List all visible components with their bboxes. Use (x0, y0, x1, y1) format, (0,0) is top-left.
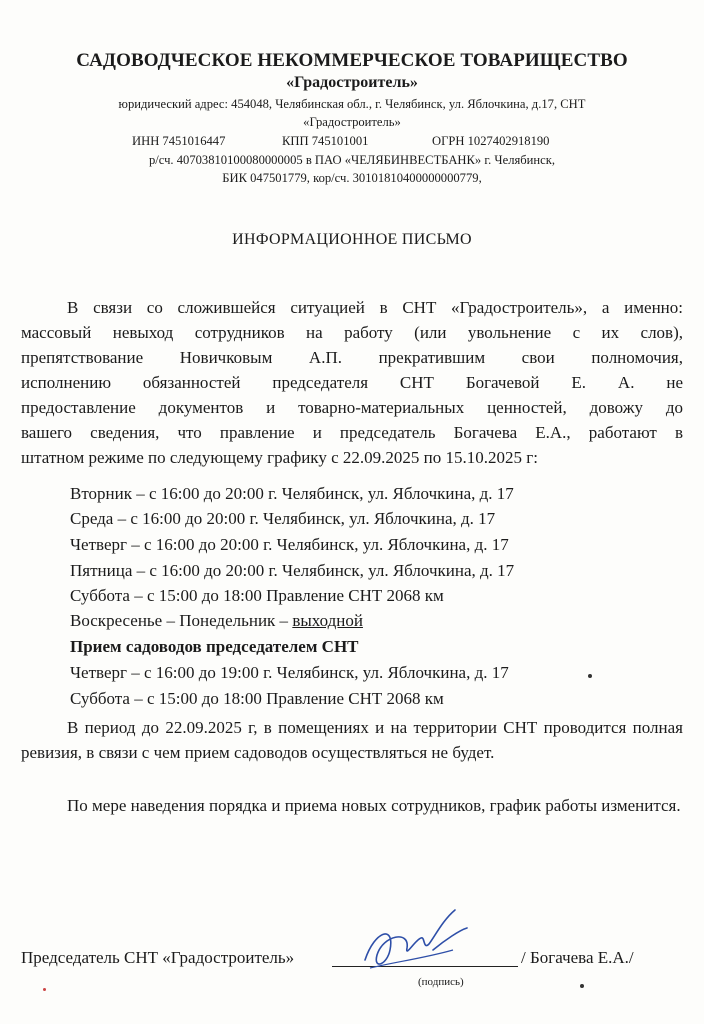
stray-mark (588, 674, 592, 678)
intro-line: исполнению обязанностей председателя СНТ Богачевой Е. А. не (21, 373, 683, 392)
schedule-friday: Пятница – с 16:00 до 20:00 г. Челябинск, ул. Яблочкина, д. 17 (70, 561, 515, 580)
stray-mark (580, 984, 584, 988)
ogrn-value: ОГРН 1027402918190 (432, 134, 550, 148)
bik-correspondent-account: БИК 047501779, кор/сч. 30101810400000000779, (222, 171, 482, 185)
signatory-name: / Богачева Е.А./ (521, 948, 634, 967)
stray-mark (43, 988, 46, 991)
bank-account: р/сч. 40703810100080000005 в ПАО «ЧЕЛЯБИНВЕСТБАНК» г. Челябинск, (148, 153, 556, 167)
document-title: ИНФОРМАЦИОННОЕ ПИСЬМО (232, 231, 472, 248)
intro-line: В связи со сложившейся ситуацией в СНТ «Градостроитель», а именно: (67, 298, 683, 317)
reception-heading: Прием садоводов председателем СНТ (70, 637, 359, 656)
legal-address: юридический адрес: 454048, Челябинская обл., г. Челябинск, ул. Яблочкина, д.17, СНТ (118, 97, 586, 111)
intro-line: предоставление документов и товарно-материальных ценностей, довожу до (21, 398, 683, 417)
schedule-wednesday: Среда – с 16:00 до 20:00 г. Челябинск, ул. Яблочкина, д. 17 (70, 509, 496, 528)
signatory-position: Председатель СНТ «Градостроитель» (21, 948, 295, 967)
schedule-tuesday: Вторник – с 16:00 до 20:00 г. Челябинск, ул. Яблочкина, д. 17 (70, 484, 514, 503)
handwritten-signature (355, 900, 475, 980)
organization-name: «Градостроитель» (286, 74, 418, 91)
schedule-thursday: Четверг – с 16:00 до 20:00 г. Челябинск, ул. Яблочкина, д. 17 (70, 535, 509, 554)
schedule-saturday: Суббота – с 15:00 до 18:00 Правление СНТ 2068 км (70, 586, 444, 605)
reception-thursday: Четверг – с 16:00 до 19:00 г. Челябинск, ул. Яблочкина, д. 17 (70, 663, 509, 682)
schedule-days-off (70, 611, 363, 631)
organization-title: САДОВОДЧЕСКОЕ НЕКОММЕРЧЕСКОЕ ТОВАРИЩЕСТВО (76, 50, 628, 71)
audit-paragraph: В период до 22.09.2025 г, в помещениях и на территории СНТ проводится полная ревизия, в связи с чем прием садоводов осуществляться не будет. (21, 718, 683, 762)
inn-value: ИНН 7451016447 (132, 134, 226, 148)
intro-line: вашего сведения, что правление и председатель Богачева Е.А., работают в (21, 423, 683, 442)
closing-paragraph: По мере наведения порядка и приема новых сотрудников, график работы изменится. (67, 796, 681, 815)
reception-saturday: Суббота – с 15:00 до 18:00 Правление СНТ 2068 км (70, 689, 444, 708)
intro-line: препятствование Новичковым А.П. прекратившим свои полномочия, (21, 348, 683, 367)
legal-address-continued: «Градостроитель» (303, 115, 401, 129)
kpp-value: КПП 745101001 (282, 134, 369, 148)
signature-hint: (подпись) (418, 976, 464, 988)
days-off-word: выходной (292, 611, 363, 630)
intro-line: массовый невыход сотрудников на работу (или увольнение с их слов), (21, 323, 683, 342)
days-off-label: Воскресенье – Понедельник – (70, 611, 293, 630)
intro-paragraph (21, 295, 683, 470)
requisites-row (132, 134, 549, 149)
intro-line: штатном режиме по следующему графику с 22.09.2025 по 15.10.2025 г: (21, 448, 538, 467)
